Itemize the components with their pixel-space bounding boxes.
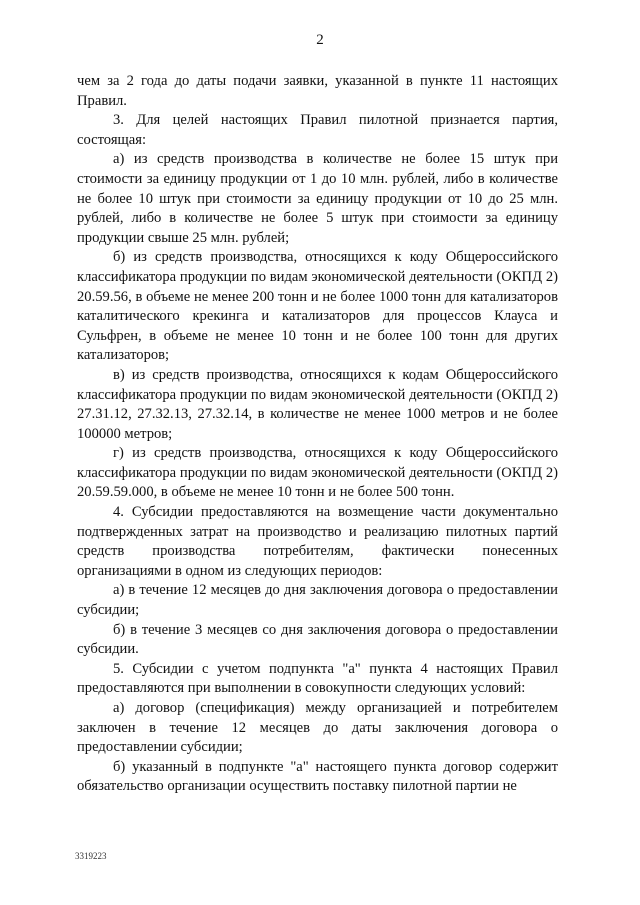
paragraph-clause-3g: г) из средств производства, относящихся к коду Общероссийского классификатора продукции по видам экономической деятельности (ОКПД 2) 20.59.59.000, в объеме не менее 10 тонн и не более 500 тонн. — [77, 445, 558, 501]
paragraph-clause-5b: б) указанный в подпункте "а" настоящего пункта договор содержит обязательство организации осуществить поставку пилотной партии не — [77, 758, 558, 795]
paragraph-clause-4b: б) в течение 3 месяцев со дня заключения договора о предоставлении субсидии. — [77, 621, 558, 658]
document-code: 3319223 — [75, 851, 107, 861]
paragraph-clause-3v: в) из средств производства, относящихся к кодам Общероссийского классификатора продукции по видам экономической деятельности (ОКПД 2) 27.31.12, 27.32.13, 27.32.14, в количестве не менее 1000 метров и не более 100000 метров; — [77, 366, 558, 442]
paragraph-clause-5a: а) договор (спецификация) между организацией и потребителем заключен в течение 12 месяцев до даты заключения договора о предоставлении субсидии; — [77, 700, 558, 756]
paragraph-clause-3a: а) из средств производства в количестве не более 15 штук при стоимости за единицу продукции от 1 до 10 млн. рублей, либо в количестве не более 10 штук при стоимости за единицу продукции от 10 до 25 млн. рублей, либо в количестве не более 5 штук при стоимости за единицу продукции свыше 25 млн. рублей; — [77, 151, 558, 246]
paragraph-clause-4: 4. Субсидии предоставляются на возмещение части документально подтвержденных затрат на производство и реализацию пилотных партий средств производства потребителям, фактически понесенных организациями в одном из следующих периодов: — [77, 504, 558, 579]
paragraph-clause-3b: б) из средств производства, относящихся к коду Общероссийского классификатора продукции по видам экономической деятельности (ОКПД 2) 20.59.56, в объеме не менее 200 тонн и не более 1000 тонн для катализаторов каталитического крекинга и катализаторов для процессов Клауса и Сульфрен, в объеме не менее 10 тонн и не более 100 тонн для других катализаторов; — [77, 249, 558, 364]
paragraph-continuation: чем за 2 года до даты подачи заявки, указанной в пункте 11 настоящих Правил. — [77, 73, 558, 109]
page-number: 2 — [316, 32, 324, 48]
document-body — [77, 72, 558, 797]
paragraph-clause-4a: а) в течение 12 месяцев до дня заключения договора о предоставлении субсидии; — [77, 582, 558, 619]
paragraph-clause-5: 5. Субсидии с учетом подпункта "а" пункта 4 настоящих Правил предоставляются при выполнении в совокупности следующих условий: — [77, 660, 558, 697]
paragraph-clause-3: 3. Для целей настоящих Правил пилотной признается партия, состоящая: — [77, 112, 558, 148]
